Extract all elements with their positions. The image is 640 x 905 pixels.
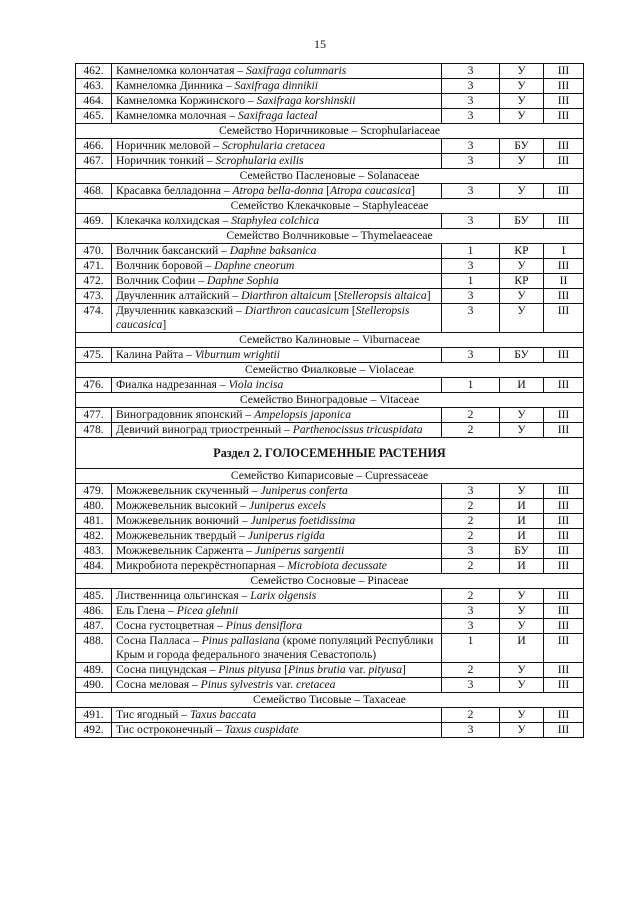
species-row	[76, 634, 584, 663]
species-russian-name: Можжевельник высокий –	[116, 499, 249, 512]
species-row	[76, 499, 584, 514]
species-latin-name: Juniperus foetidissima	[250, 514, 356, 527]
species-row	[76, 619, 584, 634]
species-row	[76, 109, 584, 124]
species-latin-name: Pinus pallasiana	[201, 634, 280, 647]
family-header-row	[76, 693, 584, 708]
priority-class: III	[544, 604, 584, 619]
red-book-table-container	[75, 63, 583, 738]
species-row	[76, 484, 584, 499]
rarity-category: 2	[442, 529, 500, 544]
priority-class: III	[544, 154, 584, 169]
species-name-note: ]	[426, 289, 431, 302]
species-name-note: [	[281, 663, 288, 676]
species-russian-name: Фиалка надрезанная –	[116, 378, 229, 391]
status-code: У	[500, 408, 544, 423]
species-name-cell	[112, 378, 442, 393]
species-name-cell	[112, 484, 442, 499]
species-name-cell	[112, 544, 442, 559]
species-number: 481.	[76, 514, 112, 529]
species-russian-name: Тис ягодный –	[116, 708, 190, 721]
rarity-category: 3	[442, 484, 500, 499]
species-number: 475.	[76, 348, 112, 363]
family-header-row	[76, 333, 584, 348]
priority-class: III	[544, 663, 584, 678]
species-name-cell	[112, 79, 442, 94]
species-number: 485.	[76, 589, 112, 604]
family-name: Семейство Волчниковые – Thymelaeaceae	[76, 229, 584, 244]
species-latin-name: Parthenocissus tricuspidata	[292, 423, 423, 436]
priority-class: III	[544, 184, 584, 199]
status-code: БУ	[500, 544, 544, 559]
rarity-category: 3	[442, 214, 500, 229]
priority-class: III	[544, 544, 584, 559]
status-code: У	[500, 708, 544, 723]
species-row	[76, 348, 584, 363]
rarity-category: 2	[442, 589, 500, 604]
species-name-cell	[112, 244, 442, 259]
species-latin-name: Daphne Sophia	[206, 274, 279, 287]
species-number: 472.	[76, 274, 112, 289]
priority-class: III	[544, 79, 584, 94]
status-code: БУ	[500, 348, 544, 363]
species-row	[76, 423, 584, 438]
species-row	[76, 723, 584, 738]
priority-class: III	[544, 708, 584, 723]
species-latin-name: Microbiota decussate	[287, 559, 387, 572]
family-header-row	[76, 393, 584, 408]
species-russian-name: Камнеломка молочная –	[116, 109, 238, 122]
species-number: 473.	[76, 289, 112, 304]
species-number: 488.	[76, 634, 112, 663]
species-name-cell	[112, 604, 442, 619]
species-latin-name: Viola incisa	[228, 378, 284, 391]
rarity-category: 2	[442, 663, 500, 678]
priority-class: III	[544, 408, 584, 423]
rarity-category: 3	[442, 604, 500, 619]
status-code: У	[500, 423, 544, 438]
species-row	[76, 514, 584, 529]
species-name-cell	[112, 154, 442, 169]
species-latin-name: Diarthron altaicum	[241, 289, 332, 302]
species-table-body	[76, 64, 584, 738]
species-name-cell	[112, 139, 442, 154]
rarity-category: 3	[442, 619, 500, 634]
priority-class: III	[544, 723, 584, 738]
status-code: У	[500, 259, 544, 274]
species-synonym-latin: Stelleropsis caucasica	[116, 304, 410, 331]
priority-class: III	[544, 423, 584, 438]
species-name-note: ]	[411, 184, 415, 197]
priority-class: III	[544, 678, 584, 693]
species-russian-name: Лиственница ольгинская –	[116, 589, 251, 602]
species-latin-name: Daphne cneorum	[214, 259, 295, 272]
rarity-category: 3	[442, 154, 500, 169]
species-russian-name: Можжевельник скученный –	[116, 484, 261, 497]
species-russian-name: Двучленник алтайский –	[116, 289, 242, 302]
status-code: У	[500, 184, 544, 199]
species-number: 476.	[76, 378, 112, 393]
species-row	[76, 378, 584, 393]
species-number: 462.	[76, 64, 112, 79]
species-name-note: var.	[273, 678, 296, 691]
status-code: У	[500, 94, 544, 109]
species-number: 483.	[76, 544, 112, 559]
species-name-cell	[112, 589, 442, 604]
species-russian-name: Ель Глена –	[116, 604, 177, 617]
priority-class: III	[544, 348, 584, 363]
species-russian-name: Сосна меловая –	[116, 678, 201, 691]
species-name-cell	[112, 663, 442, 678]
priority-class: III	[544, 589, 584, 604]
species-latin-name: Juniperus conferta	[260, 484, 348, 497]
species-russian-name: Камнеломка колончатая –	[116, 64, 247, 77]
priority-class: III	[544, 619, 584, 634]
rarity-category: 2	[442, 408, 500, 423]
family-header-row	[76, 574, 584, 589]
species-synonym-latin: cretacea	[296, 678, 336, 691]
species-name-cell	[112, 619, 442, 634]
status-code: У	[500, 109, 544, 124]
rarity-category: 3	[442, 184, 500, 199]
species-name-cell	[112, 94, 442, 109]
status-code: И	[500, 378, 544, 393]
species-number: 470.	[76, 244, 112, 259]
status-code: БУ	[500, 214, 544, 229]
species-name-note: (кроме популяций Республики Крым и города федерального значения Севастополь)	[116, 634, 434, 661]
species-row	[76, 408, 584, 423]
species-row	[76, 154, 584, 169]
rarity-category: 3	[442, 64, 500, 79]
species-name-note: [	[323, 184, 331, 197]
status-code: И	[500, 499, 544, 514]
rarity-category: 2	[442, 708, 500, 723]
species-latin-name: Taxus baccata	[190, 708, 257, 721]
species-russian-name: Тис остроконечный –	[116, 723, 225, 736]
species-number: 464.	[76, 94, 112, 109]
priority-class: III	[544, 94, 584, 109]
species-number: 489.	[76, 663, 112, 678]
species-russian-name: Камнеломка Коржинского –	[116, 94, 257, 107]
priority-class: III	[544, 259, 584, 274]
status-code: КР	[500, 274, 544, 289]
species-latin-name: Saxifraga dinnikii	[234, 79, 318, 92]
species-latin-name: Daphne baksanica	[229, 244, 317, 257]
status-code: У	[500, 289, 544, 304]
species-latin-name: Saxifraga korshinskii	[256, 94, 356, 107]
family-name: Семейство Калиновые – Viburnaceae	[76, 333, 584, 348]
status-code: БУ	[500, 139, 544, 154]
species-number: 482.	[76, 529, 112, 544]
species-latin-name: Pinus sylvestris	[200, 678, 274, 691]
species-name-cell	[112, 214, 442, 229]
species-latin-name: Saxifraga lacteal	[237, 109, 318, 122]
species-russian-name: Микробиота перекрёстнопарная –	[116, 559, 288, 572]
species-latin-name: Diarthron caucasicum	[244, 304, 349, 317]
rarity-category: 3	[442, 304, 500, 333]
species-russian-name: Двучленник кавказский –	[116, 304, 245, 317]
species-russian-name: Калина Райта –	[116, 348, 195, 361]
species-row	[76, 304, 584, 333]
family-name: Семейство Тисовые – Taxaceae	[76, 693, 584, 708]
species-latin-name: Juniperus excels	[248, 499, 326, 512]
species-row	[76, 274, 584, 289]
species-number: 478.	[76, 423, 112, 438]
species-number: 465.	[76, 109, 112, 124]
priority-class: II	[544, 274, 584, 289]
priority-class: III	[544, 139, 584, 154]
species-russian-name: Можжевельник твердый –	[116, 529, 248, 542]
family-header-row	[76, 229, 584, 244]
species-number: 474.	[76, 304, 112, 333]
status-code: И	[500, 634, 544, 663]
species-latin-name: Ampelopsis japonica	[254, 408, 352, 421]
family-header-row	[76, 199, 584, 214]
rarity-category: 2	[442, 423, 500, 438]
species-russian-name: Клекачка колхидская –	[116, 214, 232, 227]
rarity-category: 3	[442, 723, 500, 738]
rarity-category: 3	[442, 109, 500, 124]
species-latin-name: Pinus pityusa	[218, 663, 282, 676]
species-row	[76, 663, 584, 678]
species-row	[76, 139, 584, 154]
species-name-cell	[112, 559, 442, 574]
rarity-category: 3	[442, 678, 500, 693]
species-synonym-latin: Stelleropsis altaica	[337, 289, 427, 302]
species-number: 463.	[76, 79, 112, 94]
priority-class: III	[544, 289, 584, 304]
species-number: 468.	[76, 184, 112, 199]
species-russian-name: Виноградовник японский –	[116, 408, 255, 421]
species-russian-name: Волчник баксанский –	[116, 244, 230, 257]
species-row	[76, 589, 584, 604]
status-code: У	[500, 663, 544, 678]
species-latin-name: Staphylea colchica	[231, 214, 320, 227]
species-row	[76, 244, 584, 259]
species-number: 479.	[76, 484, 112, 499]
rarity-category: 3	[442, 94, 500, 109]
species-name-note: [	[331, 289, 338, 302]
status-code: У	[500, 678, 544, 693]
status-code: У	[500, 64, 544, 79]
status-code: У	[500, 619, 544, 634]
species-number: 486.	[76, 604, 112, 619]
species-name-cell	[112, 529, 442, 544]
family-name: Семейство Пасленовые – Solanaceae	[76, 169, 584, 184]
species-number: 469.	[76, 214, 112, 229]
species-latin-name: Scrophularia exilis	[215, 154, 304, 167]
species-latin-name: Taxus cuspidate	[224, 723, 299, 736]
rarity-category: 3	[442, 79, 500, 94]
species-latin-name: Atropa bella-donna	[232, 184, 324, 197]
species-number: 477.	[76, 408, 112, 423]
species-name-note: [	[348, 304, 356, 317]
species-latin-name: Larix olgensis	[250, 589, 317, 602]
rarity-category: 2	[442, 499, 500, 514]
status-code: У	[500, 484, 544, 499]
family-header-row	[76, 363, 584, 378]
species-number: 492.	[76, 723, 112, 738]
species-row	[76, 64, 584, 79]
priority-class: III	[544, 109, 584, 124]
species-number: 466.	[76, 139, 112, 154]
species-number: 480.	[76, 499, 112, 514]
species-name-note: ]	[402, 663, 406, 676]
species-name-cell	[112, 64, 442, 79]
family-name: Семейство Норичниковые – Scrophulariaceae	[76, 124, 584, 139]
species-row	[76, 559, 584, 574]
species-row	[76, 708, 584, 723]
species-row	[76, 544, 584, 559]
family-name: Семейство Клекачковые – Staphyleaceae	[76, 199, 584, 214]
species-table	[75, 63, 584, 738]
species-russian-name: Норичник тонкий –	[116, 154, 216, 167]
species-synonym-latin: Pinus brutia	[287, 663, 346, 676]
species-name-cell	[112, 499, 442, 514]
species-latin-name: Viburnum wrightii	[194, 348, 280, 361]
rarity-category: 1	[442, 274, 500, 289]
species-russian-name: Можжевельник вонючий –	[116, 514, 251, 527]
status-code: И	[500, 514, 544, 529]
species-row	[76, 289, 584, 304]
species-number: 487.	[76, 619, 112, 634]
priority-class: III	[544, 514, 584, 529]
family-name: Семейство Виноградовые – Vitaceae	[76, 393, 584, 408]
status-code: У	[500, 589, 544, 604]
species-row	[76, 79, 584, 94]
rarity-category: 2	[442, 559, 500, 574]
status-code: И	[500, 529, 544, 544]
status-code: И	[500, 559, 544, 574]
species-row	[76, 604, 584, 619]
rarity-category: 3	[442, 544, 500, 559]
status-code: У	[500, 79, 544, 94]
species-latin-name: Scrophularia cretacea	[222, 139, 326, 152]
priority-class: III	[544, 64, 584, 79]
family-header-row	[76, 169, 584, 184]
species-number: 471.	[76, 259, 112, 274]
species-russian-name: Сосна Палласа –	[116, 634, 202, 647]
priority-class: III	[544, 378, 584, 393]
priority-class: III	[544, 214, 584, 229]
family-header-row	[76, 469, 584, 484]
species-russian-name: Норичник меловой –	[116, 139, 222, 152]
priority-class: I	[544, 244, 584, 259]
species-name-cell	[112, 348, 442, 363]
page-number: 15	[314, 37, 326, 51]
species-number: 484.	[76, 559, 112, 574]
species-name-cell	[112, 514, 442, 529]
species-name-cell	[112, 723, 442, 738]
species-russian-name: Сосна пицундская –	[116, 663, 219, 676]
species-synonym-latin: Atropa caucasica	[330, 184, 412, 197]
priority-class: III	[544, 304, 584, 333]
priority-class: III	[544, 634, 584, 663]
species-number: 490.	[76, 678, 112, 693]
species-name-cell	[112, 274, 442, 289]
species-row	[76, 259, 584, 274]
priority-class: III	[544, 529, 584, 544]
species-russian-name: Камнеломка Динника –	[116, 79, 235, 92]
species-number: 467.	[76, 154, 112, 169]
family-name: Семейство Сосновые – Pinaceae	[76, 574, 584, 589]
status-code: КР	[500, 244, 544, 259]
species-number: 491.	[76, 708, 112, 723]
species-name-cell	[112, 708, 442, 723]
family-name: Семейство Кипарисовые – Cupressaceae	[76, 469, 584, 484]
species-name-cell	[112, 423, 442, 438]
species-row	[76, 94, 584, 109]
rarity-category: 1	[442, 244, 500, 259]
species-russian-name: Можжевельник Саржента –	[116, 544, 255, 557]
species-latin-name: Pinus densiflora	[225, 619, 303, 632]
species-name-cell	[112, 184, 442, 199]
rarity-category: 3	[442, 348, 500, 363]
status-code: У	[500, 723, 544, 738]
priority-class: III	[544, 499, 584, 514]
rarity-category: 1	[442, 634, 500, 663]
species-russian-name: Девичий виноград триостренный –	[116, 423, 293, 436]
species-name-cell	[112, 289, 442, 304]
species-russian-name: Волчник боровой –	[116, 259, 215, 272]
species-name-cell	[112, 109, 442, 124]
species-name-note: ]	[162, 318, 167, 331]
family-header-row	[76, 124, 584, 139]
species-name-note: var.	[345, 663, 369, 676]
rarity-category: 3	[442, 259, 500, 274]
section-title-row	[76, 438, 584, 469]
species-russian-name: Красавка белладонна –	[116, 184, 233, 197]
rarity-category: 2	[442, 514, 500, 529]
species-russian-name: Волчник Софии –	[116, 274, 207, 287]
species-row	[76, 214, 584, 229]
section-title: Раздел 2. ГОЛОСЕМЕННЫЕ РАСТЕНИЯ	[76, 438, 584, 469]
species-latin-name: Juniperus sargentii	[254, 544, 345, 557]
status-code: У	[500, 154, 544, 169]
species-name-cell	[112, 678, 442, 693]
rarity-category: 3	[442, 139, 500, 154]
species-russian-name: Сосна густоцветная –	[116, 619, 226, 632]
species-row	[76, 184, 584, 199]
species-name-cell	[112, 408, 442, 423]
species-name-cell	[112, 304, 442, 333]
species-latin-name: Saxifraga columnaris	[246, 64, 347, 77]
priority-class: III	[544, 484, 584, 499]
species-latin-name: Picea glehnii	[176, 604, 239, 617]
species-name-cell	[112, 634, 442, 663]
rarity-category: 3	[442, 289, 500, 304]
species-latin-name: Juniperus rigida	[247, 529, 325, 542]
family-name: Семейство Фиалковые – Violaceae	[76, 363, 584, 378]
rarity-category: 1	[442, 378, 500, 393]
species-synonym-latin: pityusa	[368, 663, 402, 676]
species-row	[76, 529, 584, 544]
species-name-cell	[112, 259, 442, 274]
species-row	[76, 678, 584, 693]
status-code: У	[500, 304, 544, 333]
status-code: У	[500, 604, 544, 619]
priority-class: III	[544, 559, 584, 574]
